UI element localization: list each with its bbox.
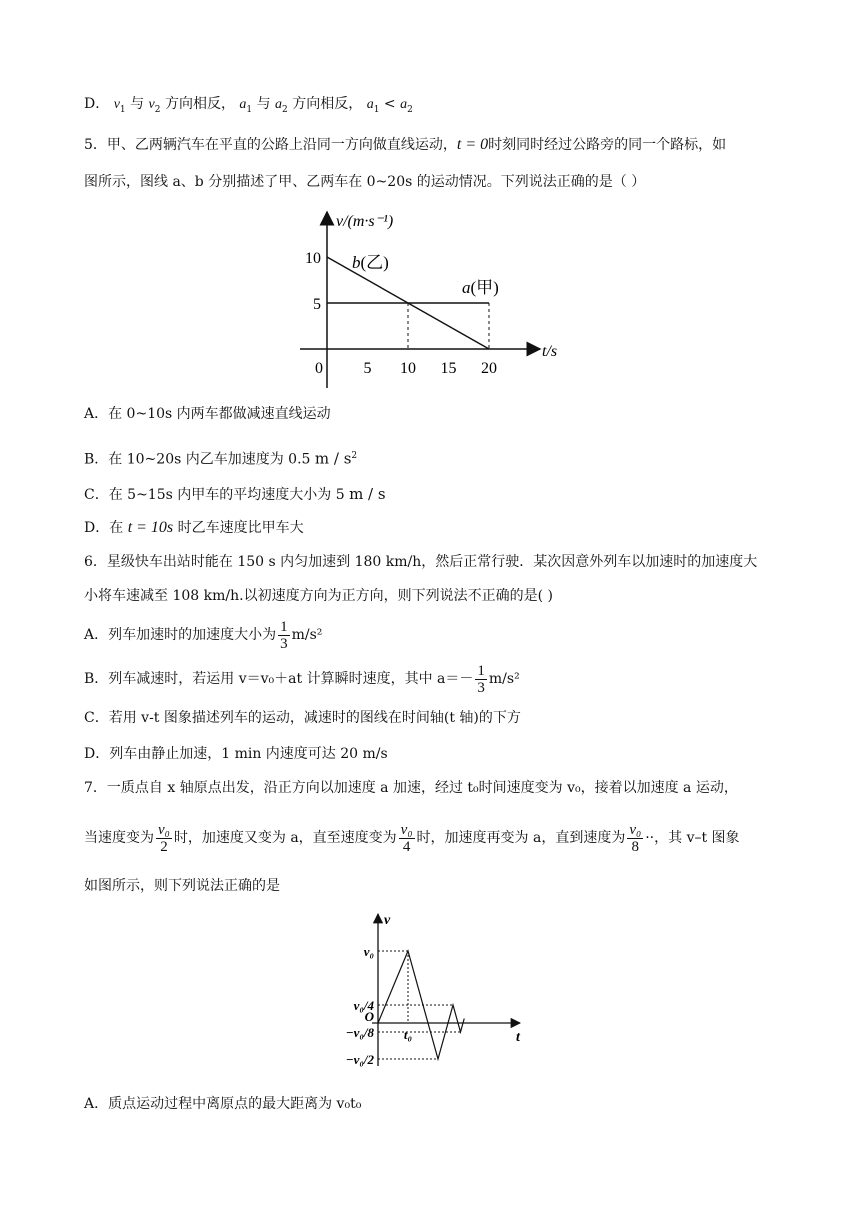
- x-tick-label: 5: [363, 360, 372, 377]
- denominator: 2: [160, 838, 168, 855]
- numerator: 1: [477, 662, 485, 679]
- text: 方向相反，: [292, 96, 363, 112]
- denominator: 8: [631, 838, 640, 855]
- numerator: v₀: [629, 821, 642, 838]
- velocity-time-chart-1: [0, 200, 860, 400]
- option-label: D．: [84, 96, 110, 112]
- q5-option-d: [84, 518, 304, 538]
- text: C．在 5~15s 内甲车的平均速度大小为 5: [84, 487, 345, 503]
- sup: 2: [351, 451, 358, 461]
- q6-option-a: [84, 616, 322, 654]
- q7-stem-line3: 如图所示，则下列说法正确的是: [84, 878, 280, 894]
- sub: 2: [282, 104, 288, 115]
- text: 时，加速度又变为 a，直至速度变为: [173, 830, 397, 846]
- q6-stem-line2: 小将车速减至 108 km/h.以初速度方向为正方向，则下列说法不正确的是( ): [84, 588, 553, 604]
- formula: t = 10s: [127, 519, 174, 536]
- unit: m / s: [314, 449, 352, 468]
- x-tick-label: 0: [315, 360, 323, 377]
- numerator: 1: [280, 618, 288, 635]
- symbol-a1: a: [366, 97, 374, 112]
- numerator: v₀: [158, 821, 170, 838]
- symbol-a2: a: [400, 97, 408, 112]
- velocity-time-chart-2: [0, 906, 860, 1076]
- fraction: [278, 619, 290, 652]
- symbol-a1: a: [239, 97, 247, 112]
- q5-option-a: A．在 0~10s 内两车都做减速直线运动: [84, 406, 331, 422]
- unit: m/s²: [291, 627, 323, 643]
- x-tick-label: t₀: [403, 1027, 413, 1042]
- numerator: v₀: [400, 821, 413, 838]
- less-than: <: [383, 96, 401, 112]
- fraction: [156, 822, 172, 855]
- y-tick-label: −v₀/8: [345, 1025, 374, 1040]
- q7-stem-line1: 7．一质点自 x 轴原点出发，沿正方向以加速度 a 加速，经过 t₀时间速度变为 v₀，接着以加速度 a 运动，: [84, 780, 738, 796]
- x-axis-label: t/s: [542, 343, 558, 360]
- text: A．列车加速时的加速度大小为: [84, 627, 277, 643]
- fraction: [399, 822, 415, 855]
- denominator: 3: [280, 635, 288, 652]
- unit: m / s: [349, 485, 386, 503]
- text: D．在: [84, 520, 128, 536]
- x-tick-label: 20: [481, 360, 497, 377]
- text: B．在 10~20s 内乙车加速度为 0.5: [84, 451, 311, 468]
- symbol-a2: a: [275, 97, 283, 112]
- sub: 2: [407, 104, 413, 115]
- x-axis-label: t: [516, 1030, 520, 1045]
- q6-option-d: D．列车由静止加速，1 min 内速度可达 20 m/s: [84, 746, 388, 762]
- fraction: [475, 663, 487, 696]
- q7-stem-line2: [84, 818, 740, 858]
- text: 时乙车速度比甲车大: [173, 520, 304, 536]
- y-tick-label: v₀/4: [353, 998, 374, 1013]
- q5-stem-line1: [84, 135, 726, 155]
- x-tick-label: 15: [440, 360, 457, 377]
- denominator: 4: [402, 838, 411, 855]
- q5-option-c: [84, 484, 386, 505]
- sub: 1: [373, 104, 380, 115]
- y-axis-label: v/(m·s⁻¹): [336, 213, 394, 230]
- formula: t = 0: [456, 136, 489, 153]
- q6-option-c: C．若用 v-t 图象描述列车的运动，减速时的图线在时间轴(t 轴)的下方: [84, 710, 521, 726]
- q5-stem-line2: 图所示，图线 a、b 分别描述了甲、乙两车在 0~20s 的运动情况。下列说法正确的是（ ）: [84, 174, 646, 190]
- symbol-v1: v: [113, 97, 120, 112]
- sub: 2: [154, 104, 161, 115]
- series-label-b: b(乙): [352, 253, 389, 272]
- sub: 1: [246, 104, 253, 115]
- text: B．列车减速时，若运用 v＝v₀＋at 计算瞬时速度，其中 a＝－: [84, 671, 474, 687]
- text: 与: [130, 96, 145, 112]
- fraction: [627, 822, 643, 855]
- y-tick-label: v₀: [363, 944, 374, 959]
- text: 时刻同时经过公路旁的同一个路标，如: [488, 137, 727, 153]
- text: 时，加速度再变为 a，直到速度为: [416, 830, 626, 846]
- y-tick-label: −v₀/2: [345, 1052, 374, 1067]
- q7-option-a: A．质点运动过程中离原点的最大距离为 v₀t₀: [84, 1096, 362, 1112]
- text: 方向相反，: [164, 96, 235, 112]
- text: 5．甲、乙两辆汽车在平直的公路上沿同一方向做直线运动，: [84, 137, 457, 153]
- q4-option-d: [84, 94, 413, 120]
- series-label-a: a(甲): [462, 278, 499, 297]
- text: 当速度变为: [84, 830, 154, 846]
- q6-option-b: [84, 660, 520, 698]
- text: 与: [256, 96, 271, 112]
- y-tick-label: 10: [305, 250, 321, 267]
- unit: m/s²: [488, 671, 520, 687]
- sub: 1: [119, 104, 126, 115]
- x-tick-label: 10: [400, 360, 416, 377]
- symbol-v2: v: [148, 97, 155, 112]
- y-tick-label: O: [364, 1009, 374, 1024]
- q6-stem-line1: 6．星级快车出站时能在 150 s 内匀加速到 180 km/h，然后正常行驶．某次因意外列车以加速时的加速度大: [84, 554, 758, 570]
- text: ··，其 v–t 图象: [645, 830, 740, 846]
- denominator: 3: [477, 679, 485, 696]
- y-tick-label: 5: [313, 296, 321, 313]
- y-axis-label: v: [384, 913, 391, 928]
- q5-option-b: [84, 446, 357, 470]
